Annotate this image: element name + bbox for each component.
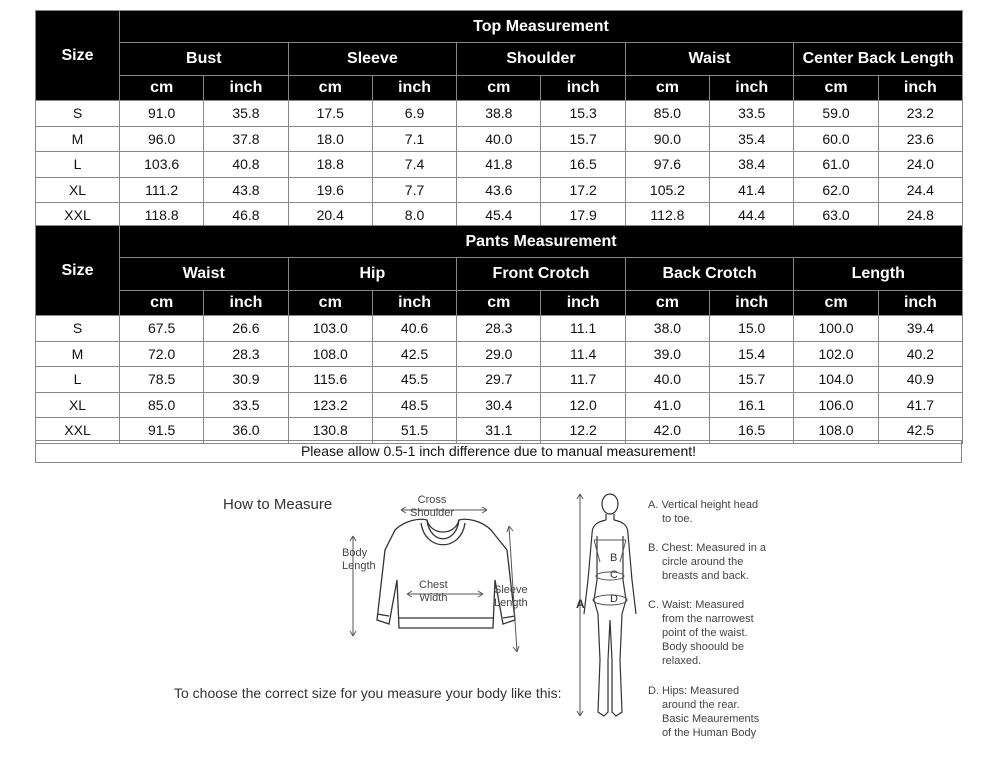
value-cell: 11.7 <box>541 367 625 393</box>
unit-header: cm <box>625 76 709 101</box>
value-cell: 30.4 <box>457 392 541 418</box>
value-cell: 102.0 <box>794 341 878 367</box>
figure-letter-b: B <box>610 552 618 564</box>
value-cell: 31.1 <box>457 418 541 444</box>
value-cell: 28.3 <box>204 341 288 367</box>
value-cell: 42.0 <box>625 418 709 444</box>
unit-header: inch <box>878 76 962 101</box>
value-cell: 40.9 <box>878 367 962 393</box>
value-cell: 17.2 <box>541 177 625 203</box>
value-cell: 7.1 <box>372 126 456 152</box>
unit-header: inch <box>541 291 625 316</box>
column-header: Front Crotch <box>457 258 626 291</box>
unit-header: inch <box>204 76 288 101</box>
value-cell: 24.4 <box>878 177 962 203</box>
value-cell: 18.0 <box>288 126 372 152</box>
value-cell: 118.8 <box>120 203 204 229</box>
value-cell: 105.2 <box>625 177 709 203</box>
value-cell: 91.0 <box>120 101 204 127</box>
value-cell: 43.6 <box>457 177 541 203</box>
size-cell: XXL <box>36 203 120 229</box>
value-cell: 17.9 <box>541 203 625 229</box>
table-row <box>36 101 963 127</box>
size-cell: S <box>36 316 120 342</box>
value-cell: 42.5 <box>372 341 456 367</box>
table-row <box>36 126 963 152</box>
unit-header: cm <box>457 76 541 101</box>
value-cell: 19.6 <box>288 177 372 203</box>
pants-measurement-table <box>35 225 963 444</box>
table-title: Top Measurement <box>120 11 963 43</box>
value-cell: 16.5 <box>710 418 794 444</box>
unit-header: cm <box>288 76 372 101</box>
column-header: Waist <box>625 43 794 76</box>
value-cell: 96.0 <box>120 126 204 152</box>
column-header: Back Crotch <box>625 258 794 291</box>
value-cell: 30.9 <box>204 367 288 393</box>
figure-letter-a: A <box>576 597 585 611</box>
value-cell: 45.4 <box>457 203 541 229</box>
value-cell: 11.4 <box>541 341 625 367</box>
column-header: Center Back Length <box>794 43 963 76</box>
value-cell: 39.4 <box>878 316 962 342</box>
value-cell: 16.1 <box>710 392 794 418</box>
value-cell: 15.0 <box>710 316 794 342</box>
unit-header: inch <box>372 76 456 101</box>
value-cell: 40.6 <box>372 316 456 342</box>
value-cell: 44.4 <box>710 203 794 229</box>
value-cell: 112.8 <box>625 203 709 229</box>
legend-c: C. Waist: Measured from the narrowest point of the waist. Body shoould be relaxed. <box>648 599 754 667</box>
value-cell: 38.8 <box>457 101 541 127</box>
sleeve-length-label: Sleeve Length <box>494 584 528 609</box>
table-row <box>36 392 963 418</box>
value-cell: 20.4 <box>288 203 372 229</box>
value-cell: 103.6 <box>120 152 204 178</box>
value-cell: 24.8 <box>878 203 962 229</box>
value-cell: 39.0 <box>625 341 709 367</box>
value-cell: 40.8 <box>204 152 288 178</box>
table-row <box>36 367 963 393</box>
value-cell: 12.0 <box>541 392 625 418</box>
guide-instruction: To choose the correct size for you measure your body like this: <box>174 685 562 701</box>
value-cell: 23.6 <box>878 126 962 152</box>
size-header: Size <box>36 11 120 101</box>
value-cell: 38.4 <box>710 152 794 178</box>
value-cell: 41.8 <box>457 152 541 178</box>
value-cell: 108.0 <box>794 418 878 444</box>
value-cell: 15.7 <box>541 126 625 152</box>
value-cell: 43.8 <box>204 177 288 203</box>
unit-header: cm <box>625 291 709 316</box>
unit-header: inch <box>541 76 625 101</box>
value-cell: 16.5 <box>541 152 625 178</box>
unit-header: inch <box>372 291 456 316</box>
value-cell: 72.0 <box>120 341 204 367</box>
value-cell: 17.5 <box>288 101 372 127</box>
size-header: Size <box>36 226 120 316</box>
value-cell: 123.2 <box>288 392 372 418</box>
value-cell: 26.6 <box>204 316 288 342</box>
value-cell: 40.2 <box>878 341 962 367</box>
value-cell: 78.5 <box>120 367 204 393</box>
value-cell: 40.0 <box>625 367 709 393</box>
value-cell: 7.4 <box>372 152 456 178</box>
value-cell: 60.0 <box>794 126 878 152</box>
value-cell: 130.8 <box>288 418 372 444</box>
guide-title: How to Measure <box>223 496 333 513</box>
column-header: Hip <box>288 258 457 291</box>
value-cell: 115.6 <box>288 367 372 393</box>
value-cell: 90.0 <box>625 126 709 152</box>
table-row <box>36 316 963 342</box>
size-cell: L <box>36 367 120 393</box>
value-cell: 100.0 <box>794 316 878 342</box>
table-row <box>36 341 963 367</box>
legend-b: B. Chest: Measured in a circle around the breasts and back. <box>648 542 767 582</box>
unit-header: inch <box>878 291 962 316</box>
column-header: Sleeve <box>288 43 457 76</box>
size-cell: L <box>36 152 120 178</box>
legend-d: D. Hips: Measured around the rear. Basic Meaurements of the Human Body <box>648 685 760 739</box>
column-header: Waist <box>120 258 289 291</box>
size-cell: XL <box>36 177 120 203</box>
size-cell: M <box>36 341 120 367</box>
value-cell: 41.7 <box>878 392 962 418</box>
cross-shoulder-label: Cross Shoulder <box>410 494 455 519</box>
size-cell: M <box>36 126 120 152</box>
unit-header: inch <box>710 76 794 101</box>
size-cell: S <box>36 101 120 127</box>
column-header: Shoulder <box>457 43 626 76</box>
value-cell: 41.4 <box>710 177 794 203</box>
figure-letter-d: D <box>610 593 618 605</box>
measurement-note: Please allow 0.5-1 inch difference due to manual measurement! <box>35 440 962 463</box>
table-row <box>36 152 963 178</box>
value-cell: 106.0 <box>794 392 878 418</box>
value-cell: 62.0 <box>794 177 878 203</box>
unit-header: cm <box>794 291 878 316</box>
value-cell: 46.8 <box>204 203 288 229</box>
value-cell: 18.8 <box>288 152 372 178</box>
value-cell: 38.0 <box>625 316 709 342</box>
value-cell: 108.0 <box>288 341 372 367</box>
value-cell: 85.0 <box>625 101 709 127</box>
value-cell: 61.0 <box>794 152 878 178</box>
value-cell: 8.0 <box>372 203 456 229</box>
value-cell: 29.7 <box>457 367 541 393</box>
value-cell: 29.0 <box>457 341 541 367</box>
legend-a: A. Vertical height head to toe. <box>648 499 759 525</box>
value-cell: 51.5 <box>372 418 456 444</box>
value-cell: 23.2 <box>878 101 962 127</box>
value-cell: 33.5 <box>204 392 288 418</box>
body-figure-diagram <box>570 490 642 740</box>
value-cell: 28.3 <box>457 316 541 342</box>
value-cell: 41.0 <box>625 392 709 418</box>
value-cell: 15.3 <box>541 101 625 127</box>
value-cell: 36.0 <box>204 418 288 444</box>
table-title: Pants Measurement <box>120 226 963 258</box>
value-cell: 104.0 <box>794 367 878 393</box>
value-cell: 33.5 <box>710 101 794 127</box>
chest-width-label: Chest Width <box>419 579 448 604</box>
value-cell: 59.0 <box>794 101 878 127</box>
column-header: Bust <box>120 43 289 76</box>
value-cell: 6.9 <box>372 101 456 127</box>
unit-header: cm <box>120 76 204 101</box>
value-cell: 15.4 <box>710 341 794 367</box>
value-cell: 37.8 <box>204 126 288 152</box>
value-cell: 85.0 <box>120 392 204 418</box>
column-header: Length <box>794 258 963 291</box>
value-cell: 103.0 <box>288 316 372 342</box>
value-cell: 45.5 <box>372 367 456 393</box>
body-length-label: Body Length <box>342 547 376 572</box>
value-cell: 35.8 <box>204 101 288 127</box>
value-cell: 24.0 <box>878 152 962 178</box>
unit-header: cm <box>457 291 541 316</box>
value-cell: 48.5 <box>372 392 456 418</box>
top-measurement-table <box>35 10 963 229</box>
unit-header: cm <box>288 291 372 316</box>
value-cell: 7.7 <box>372 177 456 203</box>
value-cell: 40.0 <box>457 126 541 152</box>
value-cell: 91.5 <box>120 418 204 444</box>
value-cell: 11.1 <box>541 316 625 342</box>
unit-header: cm <box>120 291 204 316</box>
value-cell: 15.7 <box>710 367 794 393</box>
figure-letter-c: C <box>610 569 618 581</box>
value-cell: 12.2 <box>541 418 625 444</box>
unit-header: inch <box>710 291 794 316</box>
unit-header: inch <box>204 291 288 316</box>
value-cell: 63.0 <box>794 203 878 229</box>
value-cell: 97.6 <box>625 152 709 178</box>
size-cell: XXL <box>36 418 120 444</box>
value-cell: 35.4 <box>710 126 794 152</box>
size-cell: XL <box>36 392 120 418</box>
unit-header: cm <box>794 76 878 101</box>
value-cell: 42.5 <box>878 418 962 444</box>
table-row <box>36 177 963 203</box>
value-cell: 111.2 <box>120 177 204 203</box>
value-cell: 67.5 <box>120 316 204 342</box>
